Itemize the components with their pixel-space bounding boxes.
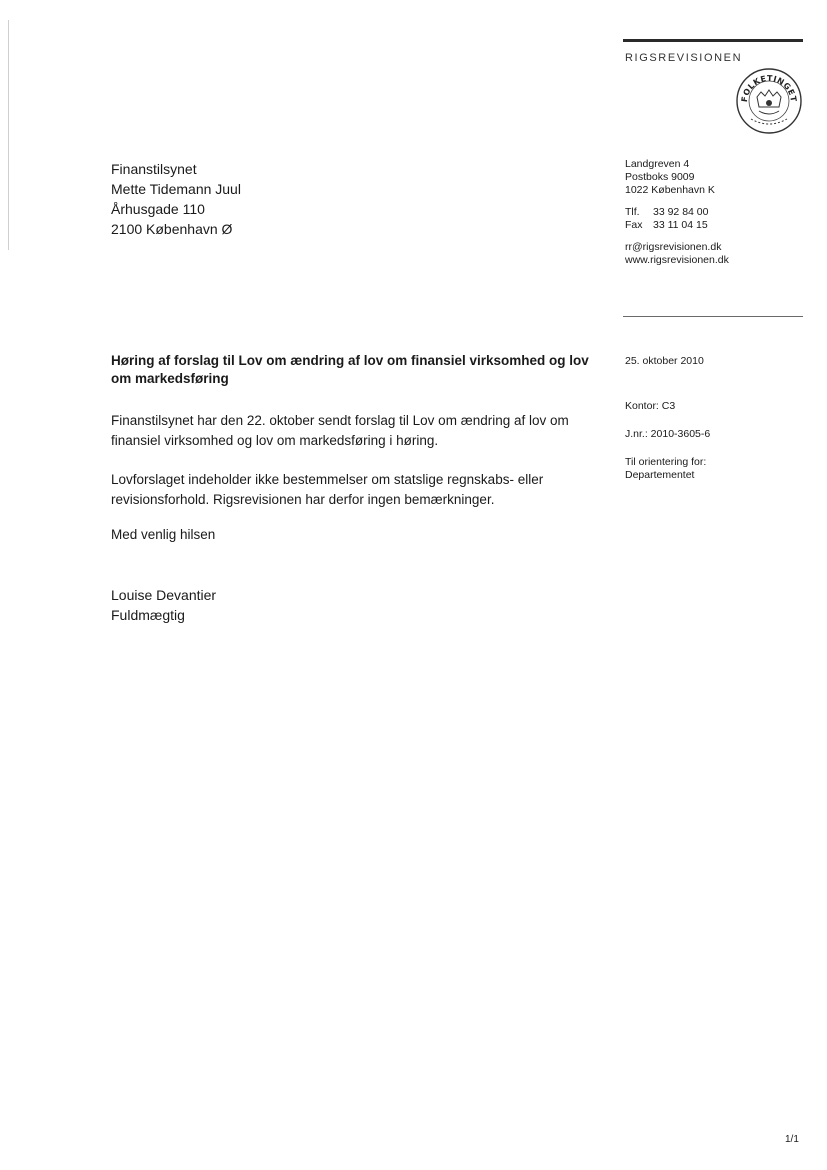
phone-row <box>625 206 729 219</box>
copy-to-block <box>625 456 706 482</box>
signature-block <box>111 585 216 625</box>
phone-number: 33 92 84 00 <box>653 206 709 218</box>
sidebar-rule <box>623 316 803 317</box>
organization-name: RIGSREVISIONEN <box>625 52 743 64</box>
letter-paragraph-2: Lovforslaget indeholder ikke bestemmelser om statslige regnskabs- eller revisionsforhold. Rigsrevisionen har derfor ingen bemærkninger. <box>111 472 544 507</box>
recipient-person: Mette Tidemann Juul <box>111 181 241 197</box>
recipient-city: 2100 København Ø <box>111 221 233 237</box>
recipient-street: Århusgade 110 <box>111 201 205 217</box>
sender-street: Landgreven 4 <box>625 158 690 170</box>
fax-number: 33 11 04 15 <box>653 219 708 231</box>
office-reference: Kontor: C3 <box>625 400 676 412</box>
letter-date: 25. oktober 2010 <box>625 355 704 367</box>
sender-email: rr@rigsrevisionen.dk <box>625 241 722 253</box>
sender-pobox: Postboks 9009 <box>625 171 695 183</box>
copy-to-label: Til orientering for: <box>625 456 707 468</box>
journal-number: J.nr.: 2010-3605-6 <box>625 428 711 440</box>
recipient-address <box>111 159 241 239</box>
letter-subject: Høring af forslag til Lov om ændring af lov om finansiel virksomhed og lov om markedsføring <box>111 353 589 386</box>
folketinget-seal-icon <box>735 67 803 135</box>
signer-name: Louise Devantier <box>111 587 217 603</box>
letter-paragraph-1: Finanstilsynet har den 22. oktober sendt forslag til Lov om ændring af lov om finansiel virksomhed og lov om markedsføring i høring. <box>111 413 569 448</box>
page-edge-line <box>8 20 9 250</box>
phone-label: Tlf. <box>625 206 640 218</box>
fax-row <box>625 219 729 232</box>
sender-website: www.rigsrevisionen.dk <box>625 254 729 266</box>
sender-city: 1022 København K <box>625 184 715 196</box>
svg-text:FOLKETINGET: FOLKETINGET <box>739 73 799 103</box>
signer-title: Fuldmægtig <box>111 607 185 623</box>
letter-closing: Med venlig hilsen <box>111 527 216 542</box>
header-rule <box>623 39 803 42</box>
fax-label: Fax <box>625 219 643 231</box>
page-number: 1/1 <box>785 1134 799 1145</box>
recipient-name: Finanstilsynet <box>111 161 197 177</box>
copy-to-value: Departementet <box>625 469 695 481</box>
sender-address <box>625 158 729 267</box>
